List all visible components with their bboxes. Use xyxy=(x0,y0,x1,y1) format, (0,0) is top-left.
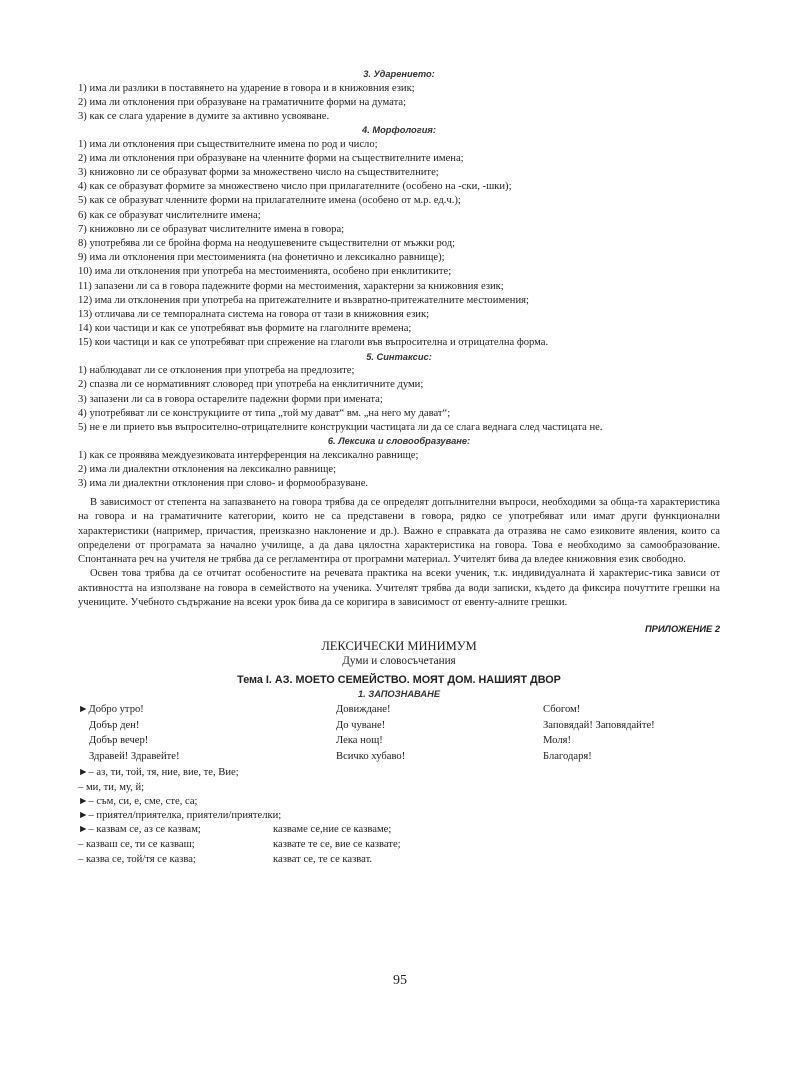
list-item: 2) спазва ли се нормативният словоред при употреба на енклитичните думи; xyxy=(78,379,424,391)
list-item: 3) книжовно ли се образуват форми за множествено число на съществителните; xyxy=(78,167,439,179)
greetings-column-1 xyxy=(78,702,180,764)
list-item: 15) кои частици и как се употребяват при спрежение на глаголи във въпросителна и отрицателна форма. xyxy=(78,337,549,349)
subtheme-title: 1. ЗАПОЗНАВАНЕ xyxy=(357,688,441,699)
theme-title: Тема I. АЗ. МОЕТО СЕМЕЙСТВО. МОЯТ ДОМ. НАШИЯТ ДВОР xyxy=(237,673,561,686)
verb-form-right: казвате те се, вие се казвате; xyxy=(273,839,401,851)
verb-pair-row xyxy=(78,838,720,853)
list-item: 7) книжовно ли се образуват числителните имена в говора; xyxy=(78,223,345,235)
list-item: 5) как се образуват членните форми на прилагателните имена (особено от м.р. ед.ч.); xyxy=(78,195,461,207)
verb-form-left: – казваш се, ти се казваш; xyxy=(78,839,195,851)
pronoun-line: ►– аз, ти, той, тя, ние, вие, те, Вие; xyxy=(78,767,239,779)
greeting-item: Здравей! Здравейте! xyxy=(89,750,180,762)
greetings-grid xyxy=(78,702,720,766)
list-item: 4) как се образуват формите за множествено число при прилагателните (особено на -ски, -шки); xyxy=(78,181,512,193)
list-item: 3) как се слага ударение в думите за активно усвояване. xyxy=(78,110,330,122)
appendix-title: ЛЕКСИЧЕСКИ МИНИМУМ xyxy=(321,638,477,653)
list-item: 14) кои частици и как се употребяват във формите на глаголните времена; xyxy=(78,323,412,335)
list-item: 2) има ли отклонения при образуване на граматичните форми на думата; xyxy=(78,96,407,108)
greeting-item: ►Добро утро! xyxy=(78,704,144,716)
verb-pair-row xyxy=(78,853,720,868)
greeting-item: Благодаря! xyxy=(543,750,592,762)
list-item: 3) запазени ли са в говора остарелите падежни форми при имената; xyxy=(78,393,383,405)
pronoun-line: ►– приятел/приятелка, приятели/приятелки; xyxy=(78,810,282,822)
list-item: 10) има ли отклонения при употреба на местоименията, особено при енклитиките; xyxy=(78,266,452,278)
list-item: 4) употребяват ли се конструкциите от типа „той му дават“ вм. „на него му дават“; xyxy=(78,407,451,419)
list-item: 3) има ли диалектни отклонения при слово- и формообразуване. xyxy=(78,478,369,490)
greetings-column-3 xyxy=(543,702,655,764)
list-item: 2) има ли отклонения при образуване на членните форми на съществителните имена; xyxy=(78,152,464,164)
list-item: 12) има ли отклонения при употреба на притежателните и възвратно-притежателните местоимения; xyxy=(78,294,529,306)
document-page xyxy=(78,68,720,868)
greeting-item: Добър вечер! xyxy=(89,735,149,747)
verb-form-left: – казва се, той/тя се казва; xyxy=(78,854,196,866)
list-item: 13) отличава ли се темпоралната система на говора от тази в книжовния език; xyxy=(78,309,430,321)
list-item: 1) как се проявява междуезиковата интерференция на лексикално равнище; xyxy=(78,449,419,461)
list-item: 1) наблюдават ли се отклонения при употреба на предлозите; xyxy=(78,365,355,377)
greeting-item: Довиждане! xyxy=(336,704,391,716)
verb-form-right: казваме се,ние се казваме; xyxy=(273,824,392,836)
greeting-item: Лека нощ! xyxy=(336,735,383,747)
appendix-subtitle: Думи и словосъчетания xyxy=(342,654,456,667)
verb-form-left: ►– казвам се, аз се казвам; xyxy=(78,824,201,836)
pronoun-line: ►– съм, си, е, сме, сте, са; xyxy=(78,795,198,807)
list-item: 11) запазени ли са в говора падежните форми на местоимения, характерни за книжовния език; xyxy=(78,280,504,292)
greeting-item: Всичко хубаво! xyxy=(336,750,406,762)
section-title-lexicon: 6. Лексика и словообразуване: xyxy=(327,436,471,447)
list-item: 1) има ли отклонения при съществителните имена по род и число; xyxy=(78,138,378,150)
greeting-item: До чуване! xyxy=(336,719,386,731)
list-item: 9) има ли отклонения при местоименията (на фонетично и лексикално равнище); xyxy=(78,252,445,264)
section-title-morphology: 4. Морфология: xyxy=(362,125,436,136)
body-paragraph: Освен това трябва да се отчитат особеностите на речевата практика на всеки ученик, т.к. индивидуалната й характерис-тика зависи от активността на използване на говора в семейството на ученика. Учителят трябва да води записки, където да фиксира почуттите грешки на учениците. Учебното съдържание на всеки урок бива да се коригира в зависимост от евенту-алните грешки. xyxy=(78,568,720,608)
body-paragraph: В зависимост от степента на запазването на говора трябва да се определят допълнителни въпроси, необходими за обща-та характеристика на говора и на граматичните категории, които не са представени в говора, рядко се употребяват или имат други функционални характеристики (например, причастия, преизказно наклонение и др.). Важно е справката да отразява не само езиковите явления, които са определени от програмата за начално училище, а да дава цялостна характеристика на говора. Това е необходимо за самообразование. Спонтанната реч на учителя не трябва да се регламентира от програмни материал. Учителят бива да вледее книжовния език свободно. xyxy=(78,497,720,566)
list-item: 2) има ли диалектни отклонения на лексикално равнище; xyxy=(78,463,337,475)
greetings-column-2 xyxy=(336,702,405,764)
greeting-item: Заповядай! Заповядайте! xyxy=(543,719,655,731)
greeting-item: Сбогом! xyxy=(543,704,581,716)
greeting-item: Моля! xyxy=(543,735,571,747)
list-item: 5) не е ли прието във въпросително-отрицателните конструкции частицата ли да се слага веднага след частицата не. xyxy=(78,421,603,433)
list-item: 1) има ли разлики в поставянето на ударение в говора и в книжовния език; xyxy=(78,82,415,94)
verb-pair-row xyxy=(78,823,720,838)
verb-form-right: казват се, те се казват. xyxy=(273,854,373,866)
greeting-item: Добър ден! xyxy=(89,719,140,731)
section-title-stress: 3. Ударението: xyxy=(363,69,435,79)
page-number: 95 xyxy=(393,973,407,988)
list-item: 6) как се образуват числителните имена; xyxy=(78,209,261,221)
section-title-syntax: 5. Синтаксис: xyxy=(366,351,432,362)
list-item: 8) употребява ли се бройна форма на неодушевените съществителни от мъжки род; xyxy=(78,238,456,250)
pronoun-line: – ми, ти, му, й; xyxy=(78,781,145,793)
appendix-label: ПРИЛОЖЕНИЕ 2 xyxy=(644,623,720,634)
